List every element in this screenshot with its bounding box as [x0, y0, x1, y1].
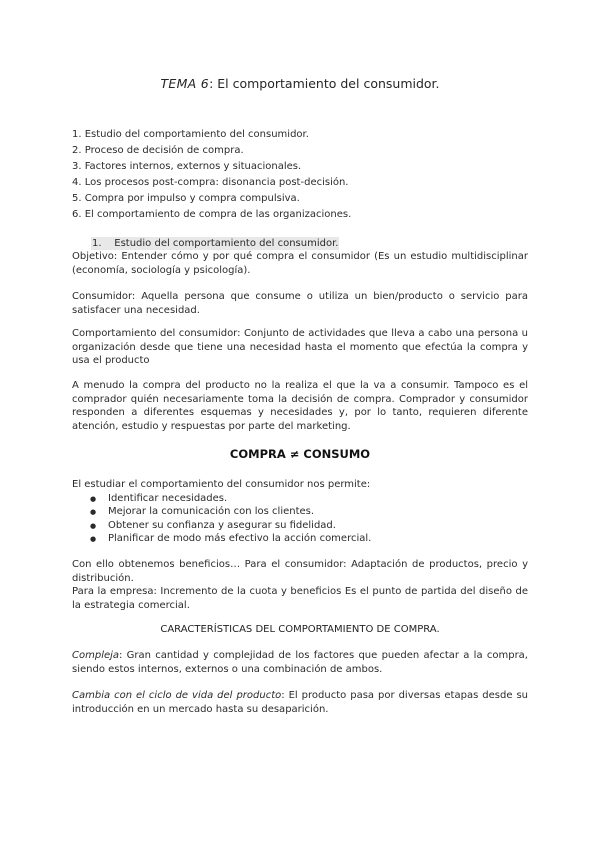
table-of-contents: [72, 127, 351, 223]
consumidor-paragraph: Consumidor: Aquella persona que consume o utiliza un bien/producto o servicio para satisfacer una necesidad.: [72, 291, 528, 316]
estudiar-section: [72, 478, 528, 546]
toc-item: 3. Factores internos, externos y situacionales.: [72, 161, 302, 172]
beneficios-empresa: Para la empresa: Incremento de la cuota y beneficios Es el punto de partida del diseño de la estrategia comercial.: [72, 586, 528, 611]
estudiar-intro: El estudiar el comportamiento del consumidor nos permite:: [72, 479, 371, 490]
beneficios-paragraph: [72, 558, 528, 612]
list-item: ● Planificar de modo más efectivo la acción comercial.: [72, 532, 528, 546]
cambia-text: : El producto pasa por diversas etapas desde su introducción en un mercado hasta su desaparición.: [72, 690, 528, 715]
compra-consumo-heading: COMPRA ≠ CONSUMO: [229, 447, 371, 461]
title-colon: :: [209, 76, 214, 91]
title-tema: TEMA 6: [160, 76, 210, 91]
toc-item: 4. Los procesos post-compra: disonancia post-decisión.: [72, 177, 349, 188]
comportamiento-paragraph: Comportamiento del consumidor: Conjunto de actividades que lleva a cabo una persona u organización desde que tiene una necesidad hasta el momento que efectúa la compra y usa el producto: [72, 328, 528, 366]
beneficios-consumidor: Con ello obtenemos beneficios… Para el consumidor: Adaptación de productos, precio y distribución.: [72, 559, 528, 584]
compleja-text: : Gran cantidad y complejidad de los factores que pueden afectar a la compra, siendo estos internos, externos o una combinación de ambos.: [72, 650, 528, 675]
a-menudo-paragraph: A menudo la compra del producto no la realiza el que la va a consumir. Tampoco es el comprador quién necesariamente toma la decisión de compra. Comprador y consumidor responden a diferentes esquemas y necesidades y, por lo tanto, requieren diferente atención, estudio y respuestas por parte del marketing.: [72, 380, 528, 432]
list-item: ● Obtener su confianza y asegurar su fidelidad.: [72, 519, 528, 533]
page-title: [0, 76, 600, 91]
compleja-term: Compleja: [72, 650, 120, 661]
cambia-paragraph: [72, 689, 528, 716]
compleja-paragraph: [72, 649, 528, 676]
benefits-list: [72, 492, 528, 546]
list-item: ● Identificar necesidades.: [72, 492, 528, 506]
cambia-term: Cambia con el ciclo de vida del producto: [72, 690, 282, 701]
toc-item: 1. Estudio del comportamiento del consumidor.: [72, 129, 309, 140]
toc-item: 2. Proceso de decisión de compra.: [72, 145, 244, 156]
toc-item: 6. El comportamiento de compra de las organizaciones.: [72, 209, 352, 220]
toc-item: 5. Compra por impulso y compra compulsiva.: [72, 193, 300, 204]
caracteristicas-heading: CARACTERÍSTICAS DEL COMPORTAMIENTO DE COMPRA.: [160, 624, 440, 635]
section-heading-1: 1. Estudio del comportamiento del consumidor.: [92, 238, 339, 249]
title-text: El comportamiento del consumidor.: [217, 76, 440, 91]
objetivo-paragraph: Objetivo: Entender cómo y por qué compra el consumidor (Es un estudio multidisciplinar (economía, sociología y psicología).: [72, 251, 528, 276]
list-item: ● Mejorar la comunicación con los clientes.: [72, 505, 528, 519]
